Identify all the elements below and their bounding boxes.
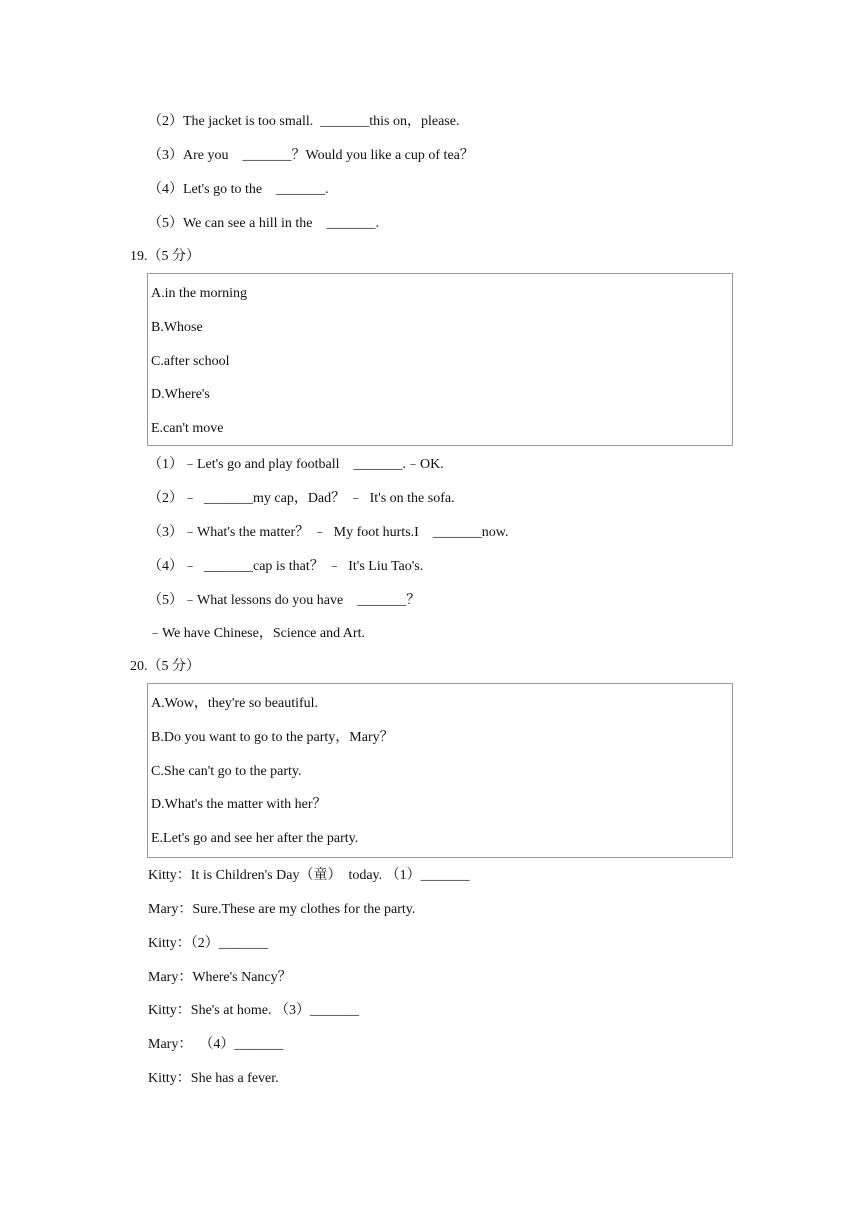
q20-dialogue-line-1: Kitty：It is Children's Day（童） today. （1）_______ [148,868,470,883]
q20-dialogue-line-6: Mary： （4）_______ [148,1037,284,1052]
q19-options-box [147,273,733,446]
q19-option-a: A.in the morning [151,286,248,301]
q20-header: 20.（5 分） [130,659,200,674]
q20-option-b: B.Do you want to go to the party，Mary？ [151,730,394,745]
q19-item-5-answer: ﹣We have Chinese，Science and Art. [148,626,365,641]
q19-option-e: E.can't move [151,421,224,436]
q19-header: 19.（5 分） [130,249,200,264]
q20-option-c: C.She can't go to the party. [151,764,302,779]
q18-item-2: （2）The jacket is too small. _______this on，please. [148,114,460,129]
q19-option-c: C.after school [151,354,230,369]
q19-option-d: D.Where's [151,387,210,402]
q19-item-1: （1）﹣Let's go and play football _______.﹣OK. [148,457,444,472]
q19-item-5: （5）﹣What lessons do you have _______？ [148,593,421,608]
q19-item-3: （3）﹣What's the matter？ ﹣ My foot hurts.I _______now. [148,525,509,540]
q20-option-d: D.What's the matter with her？ [151,797,327,812]
q19-item-4: （4）﹣ _______cap is that？ ﹣ It's Liu Tao's. [148,559,424,574]
q20-option-a: A.Wow，they're so beautiful. [151,696,319,711]
q20-dialogue-line-3: Kitty：（2）_______ [148,936,268,951]
q18-item-5: （5）We can see a hill in the _______. [148,216,379,231]
q18-item-3: （3）Are you _______？Would you like a cup of tea？ [148,148,474,163]
q19-item-2: （2）﹣ _______my cap，Dad？ ﹣ It's on the sofa. [148,491,455,506]
q20-dialogue-line-4: Mary：Where's Nancy？ [148,970,292,985]
q20-dialogue-line-7: Kitty：She has a fever. [148,1071,279,1086]
q20-dialogue-line-5: Kitty：She's at home. （3）_______ [148,1003,359,1018]
q20-dialogue-line-2: Mary：Sure.These are my clothes for the party. [148,902,416,917]
q19-option-b: B.Whose [151,320,203,335]
q20-option-e: E.Let's go and see her after the party. [151,831,359,846]
q20-options-box [147,683,733,858]
q18-item-4: （4）Let's go to the _______. [148,182,329,197]
